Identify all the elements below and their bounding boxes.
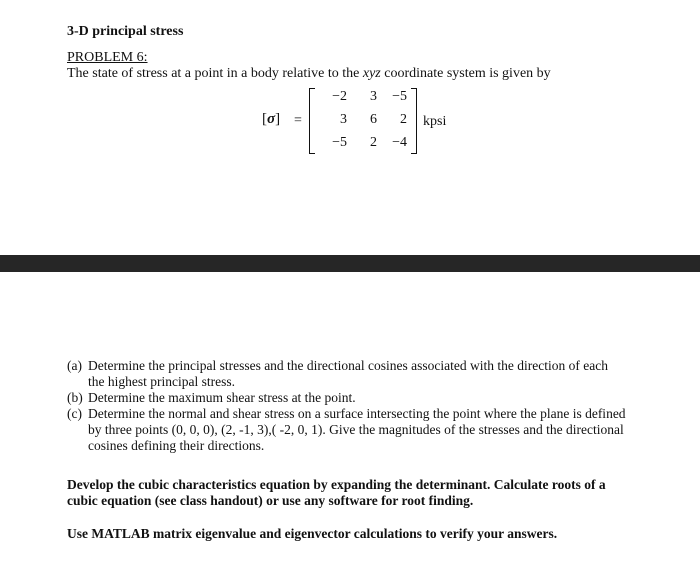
sigma-symbol: σ bbox=[267, 111, 276, 127]
intro-before: The state of stress at a point in a body relative to the bbox=[67, 66, 363, 81]
matlab-instruction: Use MATLAB matrix eigenvalue and eigenvector calculations to verify your answers. bbox=[67, 526, 558, 541]
question-text: Determine the maximum shear stress at the point. bbox=[88, 390, 356, 405]
page-title: 3-D principal stress bbox=[67, 24, 184, 39]
matrix-cell-r2c2: 6 bbox=[370, 112, 377, 127]
intro-coords: xyz bbox=[362, 66, 381, 81]
matrix-cell-r3c2: 2 bbox=[370, 135, 377, 150]
matrix-cell-r2c1: 3 bbox=[340, 112, 347, 127]
matrix-right-bracket bbox=[411, 88, 417, 154]
problem-intro bbox=[67, 66, 551, 82]
matrix-cell-r1c3: −5 bbox=[392, 89, 407, 104]
matrix-cell-r3c1: −5 bbox=[332, 135, 347, 150]
stress-tensor-symbol bbox=[262, 111, 280, 128]
question-label: (b) bbox=[67, 390, 83, 405]
question-text: Determine the principal stresses and the directional cosines associated with the direction of each the highest principal stress. bbox=[88, 358, 608, 389]
question-list bbox=[67, 358, 627, 454]
bracket-open: [ bbox=[262, 111, 267, 127]
develop-instruction: Develop the cubic characteristics equation by expanding the determinant. Calculate roots of a cubic equation (see class handout) or use any software for root finding. bbox=[67, 477, 606, 508]
question-a bbox=[67, 358, 627, 390]
question-c bbox=[67, 406, 627, 454]
bracket-close: ] bbox=[275, 111, 281, 127]
problem-label: PROBLEM 6: bbox=[67, 50, 148, 65]
matrix-left-bracket bbox=[309, 88, 315, 154]
matrix-cell-r1c2: 3 bbox=[370, 89, 377, 104]
divider-bar bbox=[0, 255, 700, 272]
matrix-cell-r2c3: 2 bbox=[400, 112, 407, 127]
equals-sign: = bbox=[294, 113, 302, 128]
question-label: (c) bbox=[67, 406, 82, 421]
question-label: (a) bbox=[67, 358, 82, 373]
question-b bbox=[67, 390, 627, 406]
stress-unit: kpsi bbox=[423, 114, 447, 129]
question-text: Determine the normal and shear stress on a surface intersecting the point where the plane is defined by three points (0, 0, 0), (2, -1, 3),( -2, 0, 1). Give the magnitudes of the stresses and the directional cosines defining their directions. bbox=[88, 406, 626, 453]
matrix-cell-r1c1: −2 bbox=[332, 89, 347, 104]
matrix-cell-r3c3: −4 bbox=[392, 135, 407, 150]
stress-matrix bbox=[309, 86, 417, 154]
intro-after: coordinate system is given by bbox=[380, 66, 551, 81]
